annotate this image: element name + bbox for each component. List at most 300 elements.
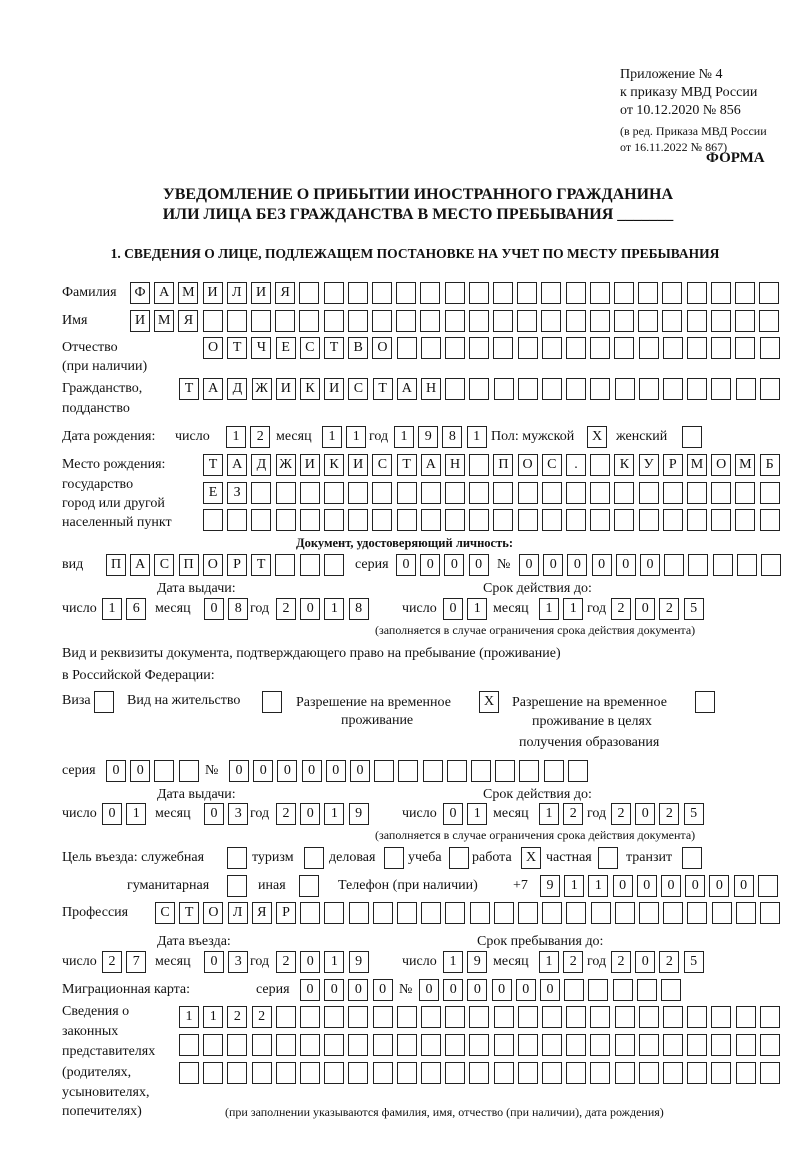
char-box[interactable] <box>373 1006 393 1028</box>
char-box[interactable]: 2 <box>659 598 679 620</box>
char-box[interactable]: 0 <box>635 598 655 620</box>
char-box[interactable] <box>469 509 489 531</box>
char-box[interactable] <box>348 1034 368 1056</box>
char-box[interactable] <box>469 282 489 304</box>
char-box[interactable]: 0 <box>106 760 126 782</box>
char-box[interactable]: И <box>300 454 320 476</box>
char-box[interactable] <box>759 282 779 304</box>
char-box[interactable]: 0 <box>204 803 224 825</box>
char-box[interactable] <box>447 760 467 782</box>
char-box[interactable] <box>421 509 441 531</box>
char-box[interactable]: 0 <box>469 554 489 576</box>
char-box[interactable]: 0 <box>443 598 463 620</box>
char-box[interactable]: 1 <box>443 951 463 973</box>
char-box[interactable] <box>663 1034 683 1056</box>
char-box[interactable] <box>615 1062 635 1084</box>
char-box[interactable] <box>566 378 586 400</box>
char-box[interactable] <box>372 310 392 332</box>
char-box[interactable] <box>421 902 441 924</box>
char-box[interactable] <box>348 310 368 332</box>
char-box[interactable] <box>735 509 755 531</box>
char-box[interactable] <box>758 875 778 897</box>
char-box[interactable] <box>445 1034 465 1056</box>
char-box[interactable] <box>518 378 538 400</box>
char-box[interactable]: П <box>106 554 126 576</box>
char-box[interactable]: И <box>348 454 368 476</box>
char-box[interactable] <box>695 691 715 713</box>
char-box[interactable] <box>324 1062 344 1084</box>
right-issue-year-field[interactable] <box>276 803 373 825</box>
char-box[interactable]: 0 <box>130 760 150 782</box>
char-box[interactable]: 0 <box>300 979 320 1001</box>
char-box[interactable] <box>687 282 707 304</box>
right-valid-day-field[interactable] <box>443 803 491 825</box>
char-box[interactable]: Н <box>421 378 441 400</box>
char-box[interactable]: 1 <box>203 1006 223 1028</box>
char-box[interactable] <box>251 310 271 332</box>
char-box[interactable] <box>421 1062 441 1084</box>
char-box[interactable]: Р <box>663 454 683 476</box>
char-box[interactable] <box>711 310 731 332</box>
char-box[interactable]: А <box>227 454 247 476</box>
trp-checkbox[interactable] <box>479 691 503 713</box>
char-box[interactable] <box>566 1006 586 1028</box>
char-box[interactable]: В <box>348 337 368 359</box>
char-box[interactable]: 0 <box>592 554 612 576</box>
char-box[interactable]: 0 <box>640 554 660 576</box>
char-box[interactable]: Д <box>227 378 247 400</box>
char-box[interactable] <box>275 554 295 576</box>
char-box[interactable] <box>687 482 707 504</box>
char-box[interactable] <box>494 1062 514 1084</box>
char-box[interactable]: 2 <box>276 951 296 973</box>
char-box[interactable]: С <box>155 902 175 924</box>
right-number-field[interactable] <box>229 760 592 782</box>
char-box[interactable] <box>663 1062 683 1084</box>
char-box[interactable] <box>445 282 465 304</box>
char-box[interactable]: С <box>154 554 174 576</box>
char-box[interactable] <box>566 310 586 332</box>
char-box[interactable] <box>735 282 755 304</box>
char-box[interactable]: О <box>203 337 223 359</box>
char-box[interactable] <box>542 1006 562 1028</box>
char-box[interactable]: 1 <box>324 951 344 973</box>
char-box[interactable] <box>348 509 368 531</box>
right-issue-month-field[interactable] <box>204 803 252 825</box>
char-box[interactable]: 0 <box>467 979 487 1001</box>
char-box[interactable]: Т <box>227 337 247 359</box>
char-box[interactable] <box>493 282 513 304</box>
char-box[interactable] <box>542 1062 562 1084</box>
char-box[interactable]: 9 <box>467 951 487 973</box>
char-box[interactable] <box>203 310 223 332</box>
sex-female-checkbox[interactable] <box>682 426 706 448</box>
char-box[interactable] <box>348 282 368 304</box>
char-box[interactable] <box>324 1006 344 1028</box>
char-box[interactable] <box>518 509 538 531</box>
char-box[interactable] <box>397 337 417 359</box>
char-box[interactable]: 0 <box>635 803 655 825</box>
char-box[interactable] <box>276 1034 296 1056</box>
char-box[interactable] <box>687 1006 707 1028</box>
char-box[interactable]: Т <box>179 378 199 400</box>
char-box[interactable] <box>761 554 781 576</box>
char-box[interactable] <box>711 509 731 531</box>
char-box[interactable]: 9 <box>540 875 560 897</box>
char-box[interactable] <box>735 482 755 504</box>
char-box[interactable] <box>227 310 247 332</box>
char-box[interactable]: 2 <box>611 598 631 620</box>
char-box[interactable]: 2 <box>659 951 679 973</box>
char-box[interactable]: 8 <box>228 598 248 620</box>
char-box[interactable] <box>590 337 610 359</box>
char-box[interactable]: А <box>130 554 150 576</box>
char-box[interactable] <box>373 1062 393 1084</box>
char-box[interactable]: Т <box>203 454 223 476</box>
char-box[interactable] <box>736 1034 756 1056</box>
char-box[interactable]: О <box>203 554 223 576</box>
char-box[interactable] <box>276 509 296 531</box>
trp-education-checkbox[interactable] <box>695 691 719 713</box>
char-box[interactable]: 2 <box>227 1006 247 1028</box>
residence-permit-checkbox[interactable] <box>262 691 286 713</box>
char-box[interactable] <box>397 482 417 504</box>
char-box[interactable] <box>614 509 634 531</box>
stay-month-field[interactable] <box>539 951 587 973</box>
char-box[interactable]: Ж <box>276 454 296 476</box>
doc-kind-field[interactable] <box>106 554 348 576</box>
right-valid-month-field[interactable] <box>539 803 587 825</box>
char-box[interactable] <box>588 979 608 1001</box>
char-box[interactable]: 0 <box>350 760 370 782</box>
char-box[interactable]: 0 <box>300 803 320 825</box>
char-box[interactable] <box>639 1062 659 1084</box>
char-box[interactable] <box>687 310 707 332</box>
char-box[interactable] <box>299 310 319 332</box>
char-box[interactable] <box>373 902 393 924</box>
char-box[interactable]: 0 <box>253 760 273 782</box>
char-box[interactable] <box>735 337 755 359</box>
char-box[interactable] <box>614 310 634 332</box>
char-box[interactable] <box>372 482 392 504</box>
char-box[interactable] <box>566 1034 586 1056</box>
surname-field[interactable] <box>130 282 783 304</box>
char-box[interactable]: Б <box>760 454 780 476</box>
char-box[interactable]: 0 <box>543 554 563 576</box>
char-box[interactable] <box>564 979 584 1001</box>
purpose-humanitarian-checkbox[interactable] <box>227 875 251 897</box>
char-box[interactable] <box>566 282 586 304</box>
entry-month-field[interactable] <box>204 951 252 973</box>
char-box[interactable] <box>590 310 610 332</box>
right-issue-day-field[interactable] <box>102 803 150 825</box>
char-box[interactable]: 5 <box>684 951 704 973</box>
char-box[interactable] <box>664 554 684 576</box>
char-box[interactable]: С <box>372 454 392 476</box>
char-box[interactable] <box>517 282 537 304</box>
char-box[interactable] <box>687 902 707 924</box>
char-box[interactable] <box>590 1062 610 1084</box>
char-box[interactable]: 0 <box>637 875 657 897</box>
char-box[interactable] <box>300 902 320 924</box>
char-box[interactable] <box>566 509 586 531</box>
mc-series-field[interactable] <box>300 979 397 1001</box>
right-valid-year-field[interactable] <box>611 803 708 825</box>
char-box[interactable] <box>615 378 635 400</box>
char-box[interactable] <box>688 554 708 576</box>
char-box[interactable] <box>687 378 707 400</box>
char-box[interactable]: Я <box>252 902 272 924</box>
char-box[interactable]: X <box>587 426 607 448</box>
char-box[interactable] <box>179 1062 199 1084</box>
char-box[interactable] <box>324 902 344 924</box>
char-box[interactable]: 0 <box>324 979 344 1001</box>
char-box[interactable]: Т <box>373 378 393 400</box>
char-box[interactable]: 2 <box>250 426 270 448</box>
char-box[interactable] <box>324 1034 344 1056</box>
char-box[interactable] <box>276 482 296 504</box>
char-box[interactable] <box>94 691 114 713</box>
char-box[interactable]: 1 <box>346 426 366 448</box>
char-box[interactable] <box>542 337 562 359</box>
char-box[interactable] <box>711 1062 731 1084</box>
char-box[interactable] <box>568 760 588 782</box>
char-box[interactable] <box>469 1034 489 1056</box>
representatives-field-row[interactable] <box>179 1062 784 1084</box>
char-box[interactable] <box>638 282 658 304</box>
char-box[interactable]: 0 <box>204 951 224 973</box>
char-box[interactable] <box>737 554 757 576</box>
char-box[interactable] <box>471 760 491 782</box>
char-box[interactable]: 0 <box>277 760 297 782</box>
purpose-business-checkbox[interactable] <box>384 847 408 869</box>
char-box[interactable]: М <box>735 454 755 476</box>
char-box[interactable] <box>542 482 562 504</box>
char-box[interactable] <box>662 282 682 304</box>
char-box[interactable]: 1 <box>467 598 487 620</box>
char-box[interactable] <box>590 509 610 531</box>
char-box[interactable]: 0 <box>229 760 249 782</box>
char-box[interactable] <box>300 1034 320 1056</box>
char-box[interactable]: А <box>397 378 417 400</box>
char-box[interactable] <box>300 482 320 504</box>
char-box[interactable] <box>518 902 538 924</box>
char-box[interactable] <box>397 902 417 924</box>
char-box[interactable] <box>542 902 562 924</box>
char-box[interactable]: Ч <box>251 337 271 359</box>
char-box[interactable] <box>736 1006 756 1028</box>
char-box[interactable]: 0 <box>419 979 439 1001</box>
char-box[interactable]: Н <box>445 454 465 476</box>
char-box[interactable]: М <box>154 310 174 332</box>
char-box[interactable]: 8 <box>442 426 462 448</box>
char-box[interactable] <box>445 902 465 924</box>
representatives-field-row[interactable] <box>179 1034 784 1056</box>
char-box[interactable] <box>449 847 469 869</box>
char-box[interactable]: Р <box>276 902 296 924</box>
char-box[interactable]: 0 <box>326 760 346 782</box>
char-box[interactable]: Л <box>227 282 247 304</box>
char-box[interactable]: С <box>542 454 562 476</box>
doc-issue-year-field[interactable] <box>276 598 373 620</box>
char-box[interactable]: 2 <box>659 803 679 825</box>
char-box[interactable] <box>639 1034 659 1056</box>
char-box[interactable] <box>396 282 416 304</box>
char-box[interactable] <box>445 310 465 332</box>
char-box[interactable] <box>384 847 404 869</box>
char-box[interactable] <box>227 1034 247 1056</box>
char-box[interactable] <box>348 482 368 504</box>
char-box[interactable] <box>639 1006 659 1028</box>
char-box[interactable]: 9 <box>349 803 369 825</box>
char-box[interactable] <box>663 1006 683 1028</box>
char-box[interactable] <box>760 902 780 924</box>
char-box[interactable]: Е <box>203 482 223 504</box>
char-box[interactable] <box>687 337 707 359</box>
char-box[interactable]: 1 <box>539 803 559 825</box>
char-box[interactable] <box>397 1062 417 1084</box>
char-box[interactable]: 2 <box>276 598 296 620</box>
char-box[interactable] <box>469 454 489 476</box>
char-box[interactable]: 8 <box>349 598 369 620</box>
char-box[interactable]: М <box>178 282 198 304</box>
char-box[interactable] <box>711 1006 731 1028</box>
char-box[interactable] <box>493 310 513 332</box>
char-box[interactable]: 0 <box>204 598 224 620</box>
char-box[interactable] <box>639 482 659 504</box>
sex-male-checkbox[interactable] <box>587 426 611 448</box>
char-box[interactable] <box>445 378 465 400</box>
char-box[interactable]: О <box>711 454 731 476</box>
char-box[interactable]: 0 <box>443 803 463 825</box>
char-box[interactable]: И <box>324 378 344 400</box>
representatives-field-row[interactable] <box>179 1006 784 1028</box>
char-box[interactable] <box>348 1006 368 1028</box>
purpose-transit-checkbox[interactable] <box>682 847 706 869</box>
char-box[interactable]: А <box>421 454 441 476</box>
char-box[interactable]: 1 <box>539 598 559 620</box>
char-box[interactable] <box>227 509 247 531</box>
purpose-work-checkbox[interactable] <box>521 847 545 869</box>
purpose-study-checkbox[interactable] <box>449 847 473 869</box>
char-box[interactable] <box>251 509 271 531</box>
char-box[interactable]: 0 <box>661 875 681 897</box>
char-box[interactable] <box>494 1006 514 1028</box>
char-box[interactable] <box>276 1006 296 1028</box>
char-box[interactable] <box>445 1062 465 1084</box>
char-box[interactable] <box>469 482 489 504</box>
char-box[interactable]: О <box>518 454 538 476</box>
char-box[interactable] <box>493 482 513 504</box>
stay-day-field[interactable] <box>443 951 491 973</box>
char-box[interactable] <box>590 282 610 304</box>
char-box[interactable] <box>227 1062 247 1084</box>
char-box[interactable] <box>518 1006 538 1028</box>
char-box[interactable] <box>541 310 561 332</box>
mc-number-field[interactable] <box>419 979 685 1001</box>
char-box[interactable] <box>590 454 610 476</box>
char-box[interactable] <box>566 902 586 924</box>
char-box[interactable]: 1 <box>467 803 487 825</box>
char-box[interactable] <box>227 875 247 897</box>
char-box[interactable]: 5 <box>684 803 704 825</box>
char-box[interactable]: 1 <box>322 426 342 448</box>
char-box[interactable] <box>445 509 465 531</box>
char-box[interactable]: А <box>203 378 223 400</box>
char-box[interactable]: 1 <box>539 951 559 973</box>
char-box[interactable] <box>396 310 416 332</box>
char-box[interactable] <box>299 282 319 304</box>
char-box[interactable] <box>760 509 780 531</box>
purpose-official-checkbox[interactable] <box>227 847 251 869</box>
patronymic-field[interactable] <box>203 337 784 359</box>
char-box[interactable]: Ф <box>130 282 150 304</box>
char-box[interactable]: 0 <box>616 554 636 576</box>
char-box[interactable] <box>760 378 780 400</box>
char-box[interactable] <box>493 337 513 359</box>
char-box[interactable]: 1 <box>588 875 608 897</box>
char-box[interactable] <box>760 482 780 504</box>
char-box[interactable] <box>590 482 610 504</box>
birthplace-field-row[interactable] <box>203 509 784 531</box>
char-box[interactable]: 9 <box>418 426 438 448</box>
doc-issue-month-field[interactable] <box>204 598 252 620</box>
char-box[interactable]: 0 <box>420 554 440 576</box>
char-box[interactable] <box>591 902 611 924</box>
entry-year-field[interactable] <box>276 951 373 973</box>
char-box[interactable] <box>663 482 683 504</box>
char-box[interactable]: 1 <box>324 598 344 620</box>
char-box[interactable] <box>517 310 537 332</box>
purpose-tourism-checkbox[interactable] <box>304 847 328 869</box>
char-box[interactable]: И <box>251 282 271 304</box>
char-box[interactable]: 0 <box>540 979 560 1001</box>
char-box[interactable]: Ж <box>252 378 272 400</box>
char-box[interactable]: 2 <box>563 951 583 973</box>
birth-month-field[interactable] <box>322 426 370 448</box>
char-box[interactable]: О <box>372 337 392 359</box>
char-box[interactable]: 1 <box>564 875 584 897</box>
stay-year-field[interactable] <box>611 951 708 973</box>
char-box[interactable]: 0 <box>492 979 512 1001</box>
entry-day-field[interactable] <box>102 951 150 973</box>
char-box[interactable] <box>736 378 756 400</box>
char-box[interactable] <box>397 1006 417 1028</box>
char-box[interactable]: 0 <box>396 554 416 576</box>
char-box[interactable] <box>590 378 610 400</box>
char-box[interactable] <box>262 691 282 713</box>
char-box[interactable]: 0 <box>444 554 464 576</box>
char-box[interactable]: 0 <box>519 554 539 576</box>
char-box[interactable] <box>566 337 586 359</box>
char-box[interactable] <box>760 1034 780 1056</box>
char-box[interactable] <box>541 282 561 304</box>
char-box[interactable]: 0 <box>709 875 729 897</box>
char-box[interactable] <box>639 509 659 531</box>
char-box[interactable]: К <box>614 454 634 476</box>
char-box[interactable] <box>372 509 392 531</box>
char-box[interactable] <box>251 482 271 504</box>
char-box[interactable]: 0 <box>300 951 320 973</box>
char-box[interactable] <box>421 482 441 504</box>
char-box[interactable]: Я <box>275 282 295 304</box>
char-box[interactable]: 0 <box>635 951 655 973</box>
char-box[interactable] <box>300 1062 320 1084</box>
char-box[interactable]: И <box>130 310 150 332</box>
char-box[interactable] <box>469 1062 489 1084</box>
char-box[interactable]: 0 <box>300 598 320 620</box>
char-box[interactable] <box>349 902 369 924</box>
